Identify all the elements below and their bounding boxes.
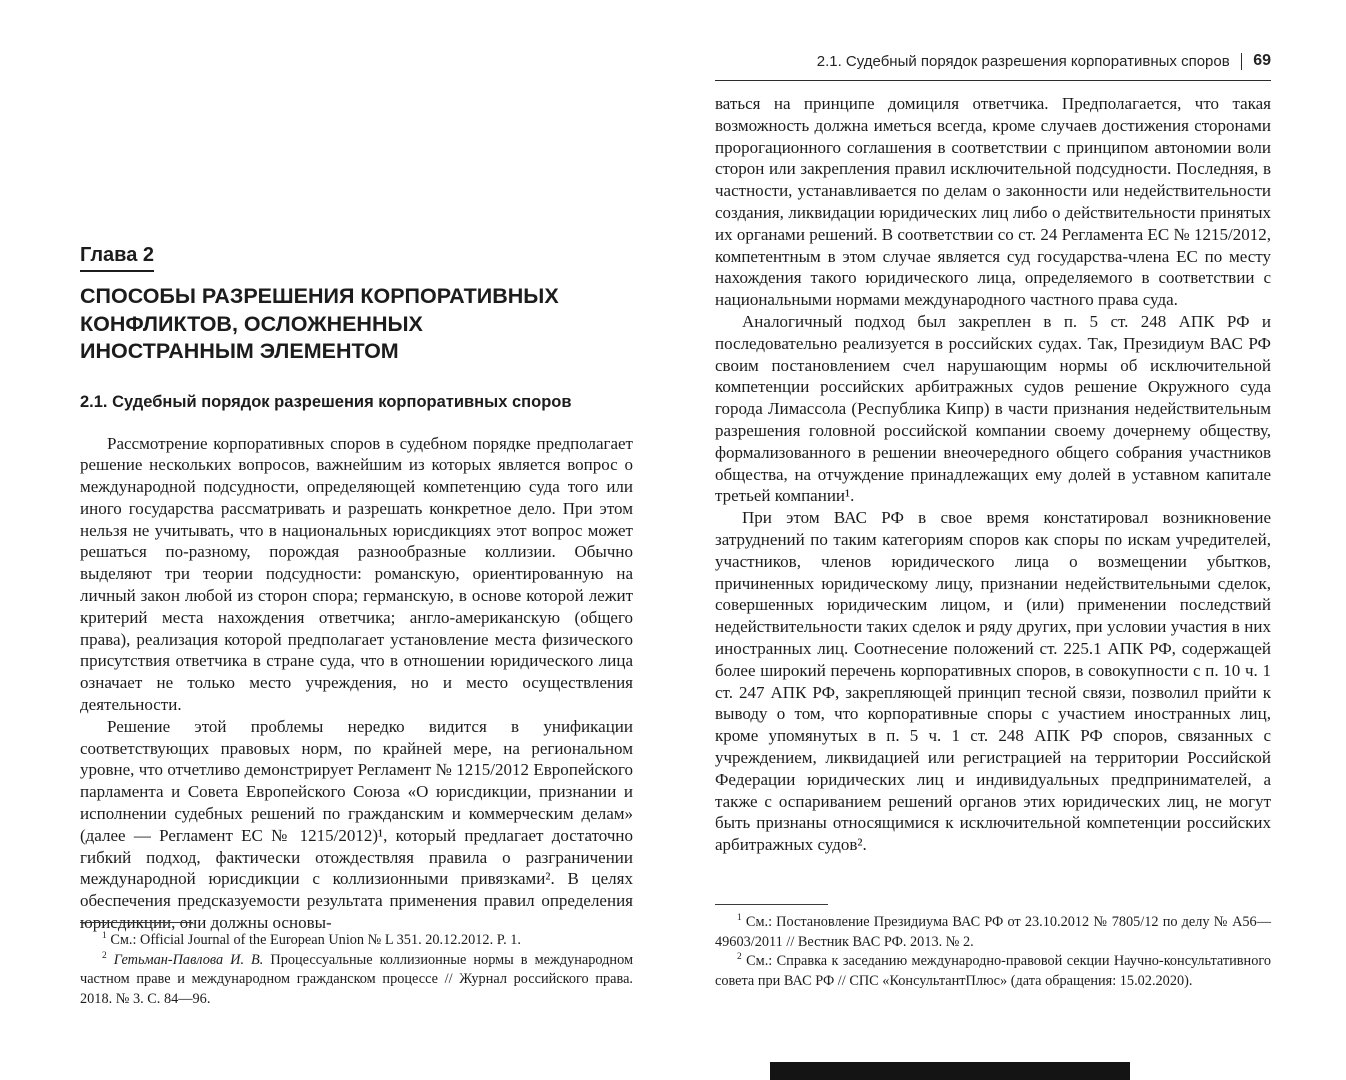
paragraph: Аналогичный подход был закреплен в п. 5 ст. 248 АПК РФ и последовательно реализуется в российских судах. Так, Президиум ВАС РФ своим постановлением счел нарушающим нормы об исключительной компетенции российских арбитражных судов решение Окружного суда города Лимассола (Республика Кипр) в части признания недействительным разрешения головной российской компании своему дочернему обществу, формализованного в решении внеочередного общего собрания участников общества, на отчуждение принадлежащих ему долей в уставном капитале третьей компании¹.	[715, 311, 1271, 506]
footnote-marker: 1	[737, 913, 742, 924]
paragraph: При этом ВАС РФ в свое время констатировал возникновение затруднений по таким категориям споров как споры по искам учредителей, участников, членов юридического лица о возмещении убытков, причиненных юридическому лицу, признании недействительными сделок, совершенных юридическим лицом, и (или) применении последствий недействительности таких сделок и ряду других, при условии участия в них иностранных лиц. Соотнесение положений ст. 225.1 АПК РФ, содержащей более широкий перечень корпоративных споров, в совокупности с п. 10 ч. 1 ст. 247 АПК РФ, закрепляющей принцип тесной связи, позволил прийти к выводу о том, что корпоративные споры с участием иностранных лиц, кроме упомянутых в п. 5 ч. 1 ст. 248 АПК РФ споров, связанных с учреждением, ликвидацией или регистрацией на территории Российской Федерации юридических лиц и индивидуальных предпринимателей, а также с оспариванием решений органов этих юридических лиц, не могут быть признаны относящимися к исключительной компетенции российских арбитражных судов².	[715, 508, 1271, 855]
header-separator	[1241, 53, 1243, 70]
left-page	[80, 244, 633, 934]
footnote	[715, 913, 1271, 952]
right-footnotes	[715, 904, 1271, 991]
page-number: 69	[1253, 52, 1271, 69]
chapter-title	[80, 283, 633, 366]
running-header	[715, 52, 1271, 70]
footnote-marker: 1	[102, 931, 107, 942]
footnote-text: Процессуальные коллизионные нормы в международном частном праве и международном гражданском процессе // Журнал российского права. 2018. № 3. С. 84—96.	[80, 951, 634, 1007]
footnote-marker: 2	[737, 952, 742, 963]
footnote-text: См.: Постановление Президиума ВАС РФ от 23.10.2012 № 7805/12 по делу № А56—49603/2011 // Вестник ВАС РФ. 2013. № 2.	[715, 914, 1271, 950]
footnote-rule	[715, 904, 828, 905]
chapter-title-line: КОНФЛИКТОВ, ОСЛОЖНЕННЫХ	[80, 311, 423, 336]
footnote-marker: 2	[102, 950, 107, 961]
chapter-label-row	[80, 244, 633, 283]
chapter-title-line: СПОСОБЫ РАЗРЕШЕНИЯ КОРПОРАТИВНЫХ	[80, 284, 559, 308]
left-footnotes	[80, 922, 633, 1009]
right-page	[715, 93, 1271, 856]
chapter-label: Глава 2	[80, 244, 154, 272]
running-head-text: 2.1. Судебный порядок разрешения корпоративных споров	[816, 52, 1230, 70]
chapter-title-line: ИНОСТРАННЫМ ЭЛЕМЕНТОМ	[80, 339, 399, 363]
footnote	[80, 951, 633, 1010]
footnote-author: Гетьман-Павлова И. В.	[113, 951, 264, 968]
section-heading: 2.1. Судебный порядок разрешения корпоративных споров	[80, 392, 572, 411]
footnote	[80, 931, 633, 951]
footnote-text: См.: Справка к заседанию международно-правовой секции Научно-консультативного совета при ВАС РФ // СПС «КонсультантПлюс» (дата обращения: 15.02.2020).	[715, 953, 1272, 989]
header-rule	[715, 80, 1271, 81]
footnote	[715, 952, 1271, 991]
scan-artifact-bar	[770, 1062, 1130, 1080]
paragraph: ваться на принципе домициля ответчика. Предполагается, что такая возможность должна иметься всегда, кроме случаев достижения сторонами пророгационного соглашения в соответствии с принципом автономии воли сторон или закрепления правил исключительной подсудности. Последняя, в частности, устанавливается по делам о законности или недействительности создания, ликвидации юридических лиц либо о действительности принятых их органами решений. В соответствии со ст. 24 Регламента ЕС № 1215/2012, компетентным в этом случае является суд государства-члена ЕС по месту нахождения такого юридического лица, определяемого в соответствии с национальными нормами международного частного права суда.	[715, 94, 1271, 310]
footnote-rule	[80, 922, 193, 923]
paragraph: Решение этой проблемы нередко видится в унификации соответствующих правовых норм, по крайней мере, на региональном уровне, что отчетливо демонстрирует Регламент № 1215/2012 Европейского парламента и Совета Европейского Союза «О юрисдикции, признании и исполнении судебных решений по гражданским и коммерческим делам» (далее — Регламент ЕС № 1215/2012)¹, который предлагает достаточно гибкий подход, фактически отождествляя правила о разграничении международной юрисдикции с коллизионными привязками². В целях обеспечения предсказуемости результата применения правил определения юрисдикции, они должны основы-	[80, 716, 633, 933]
footnote-text: См.: Official Journal of the European Union № L 351. 20.12.2012. P. 1.	[110, 932, 521, 948]
paragraph: Рассмотрение корпоративных споров в судебном порядке предполагает решение нескольких вопросов, важнейшим из которых является вопрос о международной подсудности, определяющей компетенцию суда того или иного государства рассматривать и разрешать конкретное дело. При этом нельзя не учитывать, что в национальных юрисдикциях этот вопрос может решаться по-разному, порождая разнообразные коллизии. Обычно выделяют три теории подсудности: романскую, ориентированную на личный закон любой из сторон спора; германскую, в основе которой лежит критерий места нахождения ответчика; англо-американскую (общего права), реализация которой предполагает установление места физического присутствия ответчика в стране суда, что в отношении юридического лица означает не только место учреждения, но и место осуществления деятельности.	[80, 433, 633, 715]
